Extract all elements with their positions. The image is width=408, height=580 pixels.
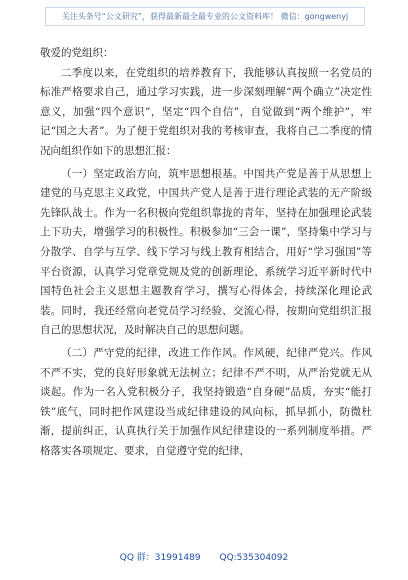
- paragraph-party-discipline: （二）严守党的纪律，改进工作作风。作风硬，纪律严党兴。作风不严不实，党的良好形象就无法树立；纪律不严不明，从严治党就无从谈起。作为一名入党积极分子，我坚持锻造“自身硬”品质，夯实“能打铁”底气，同时把作风建设当成纪律建设的风向标，抓早抓小，防微杜渐，提前纠正，认真执行关于加强作风纪律建设的一系列制度举措。严格落实各项规定、要求，自觉遵守党的纪律，: [40, 346, 372, 457]
- header-banner: 关注头条号“公文研究”，获得最新最全最专业的公文资料库！ 微信：gongwenyj: [45, 7, 365, 26]
- footer: [0, 550, 408, 563]
- document-body: [40, 30, 372, 461]
- salutation: 敬爱的党组织：: [40, 47, 114, 59]
- paragraph-intro: 二季度以来，在党组织的培养教育下，我能够认真按照一名党员的标准严格要求自己，通过学习实践，进一步深刻理解“两个确立”决定性意义，加强“四个意识”，坚定“四个自信”，自觉做到“两个维护”，牢记“国之大者”。为了便于党组织对我的考核审查，我将自己二季度的情况向组织作如下的思想汇报：: [40, 66, 372, 157]
- footer-qq: QQ:535304092: [219, 553, 289, 563]
- paragraph-political-direction: （一）坚定政治方向，筑牢思想根基。中国共产党是善于从思想上建党的马克思主义政党，中国共产党人是善于进行理论武装的无产阶级先锋队战士。作为一名积极向党组织靠拢的青年，坚持在加强理论武装上下功夫，增强学习的积极性。积极参加“三会一课”，坚持集中学习与分散学、自学与互学、线下学习与线上教育相结合，用好“学习强国”等平台资源，认真学习党章党规及党的创新理论，系统学习近平新时代中国特色社会主义思想主题教育学习，撰写心得体会，持续深化理论武装。同时，我还经常向老党员学习经验、交流心得，按期向党组织汇报自己的思想状况，及时解决自己的思想问题。: [40, 167, 372, 337]
- footer-qq-group: QQ 群：31991489: [119, 553, 201, 563]
